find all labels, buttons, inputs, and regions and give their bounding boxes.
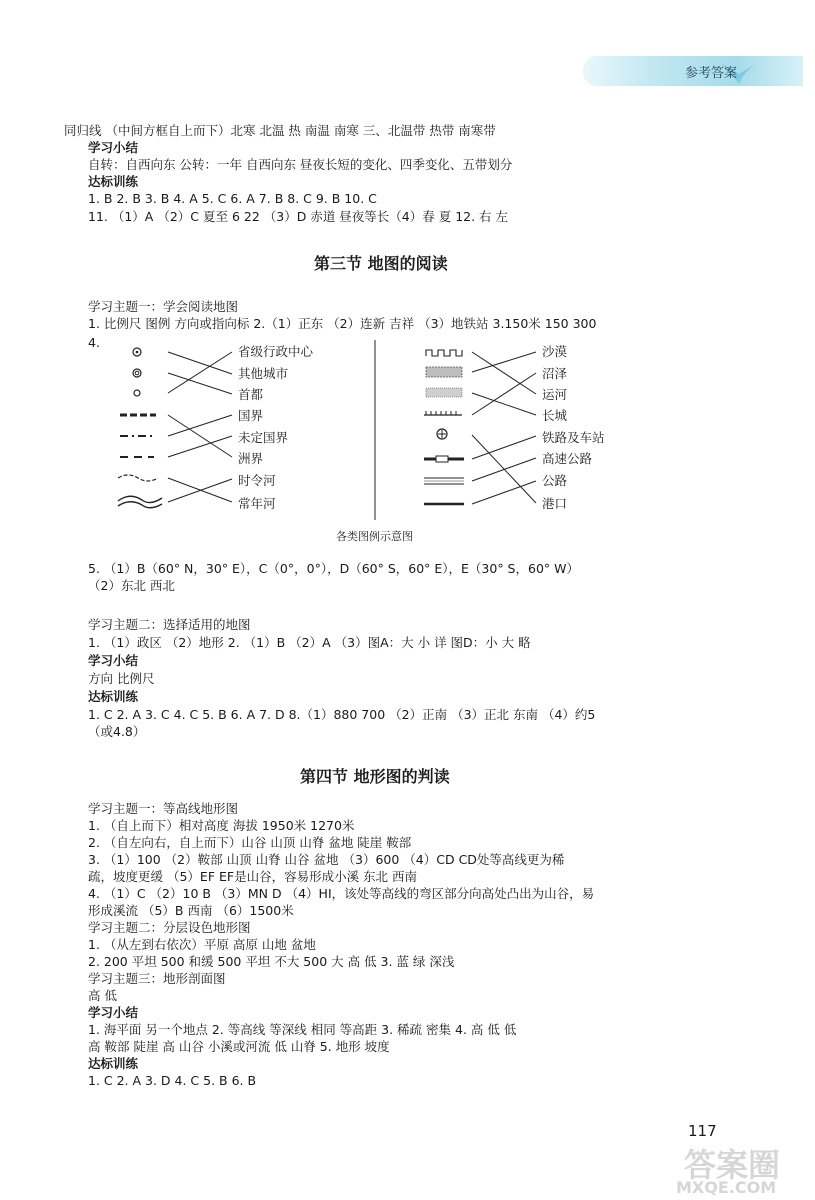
watermark-url: MXQE.COM (676, 1178, 777, 1197)
legend-label: 沙漠 (542, 344, 568, 359)
text-line: 同归线 （中间方框自上而下）北寒 北温 热 南温 南寒 三、北温带 热带 南寒带 (64, 123, 496, 138)
section-heading: 第三节 地图的阅读 (314, 254, 448, 273)
text-line: 方向 比例尺 (88, 671, 155, 686)
subheading: 达标训练 (88, 1056, 139, 1071)
legend-label: 洲界 (238, 451, 264, 466)
text-line: 1. C 2. A 3. D 4. C 5. B 6. B (88, 1073, 257, 1088)
legend-label: 常年河 (238, 496, 276, 511)
text-line: 形成溪流 （5）B 西南 （6）1500米 (88, 903, 294, 918)
legend-label: 省级行政中心 (238, 344, 314, 359)
text-line: 1. （1）政区 （2）地形 2. （1）B （2）A （3）图A：大 小 详 图D：小 大 略 (88, 635, 531, 650)
text-line: 1. 比例尺 图例 方向或指向标 2.（1）正东 （2）连新 吉祥 （3）地铁站 3.150米 150 300 (88, 316, 597, 331)
subheading: 学习主题二：分层设色地形图 (88, 920, 251, 935)
subheading: 学习主题二：选择适用的地图 (88, 617, 251, 632)
text-line: 2. 200 平坦 500 和缓 500 平坦 不大 500 大 高 低 3. 蓝 绿 深浅 (88, 954, 455, 969)
subheading: 学习小结 (88, 140, 139, 155)
text-line: 1. （从左到右依次）平原 高原 山地 盆地 (88, 937, 316, 952)
subheading: 达标训练 (88, 689, 139, 704)
legend-label: 首都 (238, 387, 264, 402)
text-line: 2. （自左向右，自上而下）山谷 山顶 山脊 盆地 陡崖 鞍部 (88, 835, 412, 850)
text-line: 高 鞍部 陡崖 高 山谷 小溪或河流 低 山脊 5. 地形 坡度 (88, 1039, 390, 1054)
text-line: 4. （1）C （2）10 B （3）MN D （4）HI，该处等高线的弯区部分向高处凸出为山谷，易 (88, 886, 595, 901)
legend-label: 铁路及车站 (542, 430, 605, 445)
subheading: 学习小结 (88, 1005, 139, 1020)
text-line: 自转：自西向东 公转：一年 自西向东 昼夜长短的变化、四季变化、五带划分 (88, 157, 513, 172)
legend-diagram (90, 338, 690, 543)
text-line: 5. （1）B（60° N，30° E），C（0°，0°），D（60° S，60° E），E（30° S，60° W） (88, 561, 579, 576)
subheading: 学习主题一：学会阅读地图 (88, 299, 239, 314)
legend-label: 公路 (542, 473, 568, 488)
legend-label: 时令河 (238, 473, 276, 488)
section-heading: 第四节 地形图的判读 (300, 767, 450, 786)
subheading: 达标训练 (88, 174, 139, 189)
text-line: 11. （1）A （2）C 夏至 6 22 （3）D 赤道 昼夜等长（4）春 夏 12. 右 左 (88, 209, 509, 224)
text-line: 3. （1）100 （2）鞍部 山顶 山脊 山谷 盆地 （3）600 （4）CD CD处等高线更为稀 (88, 852, 565, 867)
legend-label: 国界 (238, 408, 264, 423)
subheading: 学习主题三：地形剖面图 (88, 971, 226, 986)
legend-label: 其他城市 (238, 366, 289, 381)
text-line: 高 低 (88, 988, 117, 1003)
text-line: 4. (88, 335, 100, 350)
diagram-caption: 各类图例示意图 (336, 530, 413, 543)
legend-label: 未定国界 (238, 430, 289, 445)
text-line: 1. C 2. A 3. C 4. C 5. B 6. A 7. D 8.（1）880 700 （2）正南 （3）正北 东南 （4）约5 (88, 707, 596, 722)
subheading: 学习主题一：等高线地形图 (88, 801, 239, 816)
page-number: 117 (688, 1122, 717, 1140)
watermark-logo: 答案圈 (684, 1146, 781, 1184)
legend-label: 运河 (542, 387, 568, 402)
legend-label: 长城 (542, 408, 568, 423)
text-line: （2）东北 西北 (88, 578, 175, 593)
subheading: 学习小结 (88, 653, 139, 668)
text-line: 疏，坡度更缓 （5）EF EF是山谷，容易形成小溪 东北 西南 (88, 869, 418, 884)
text-line: （或4.8） (88, 724, 146, 739)
legend-label: 港口 (542, 496, 568, 511)
text-line: 1. 海平面 另一个地点 2. 等高线 等深线 相同 等高距 3. 稀疏 密集 4. 高 低 低 (88, 1022, 517, 1037)
legend-label: 沼泽 (542, 366, 568, 381)
text-line: 1. B 2. B 3. B 4. A 5. C 6. A 7. B 8. C 9. B 10. C (88, 191, 377, 206)
legend-label: 高速公路 (542, 451, 593, 466)
banner-label: 参考答案 (684, 66, 737, 81)
text-line: 1. （自上而下）相对高度 海拔 1950米 1270米 (88, 818, 355, 833)
